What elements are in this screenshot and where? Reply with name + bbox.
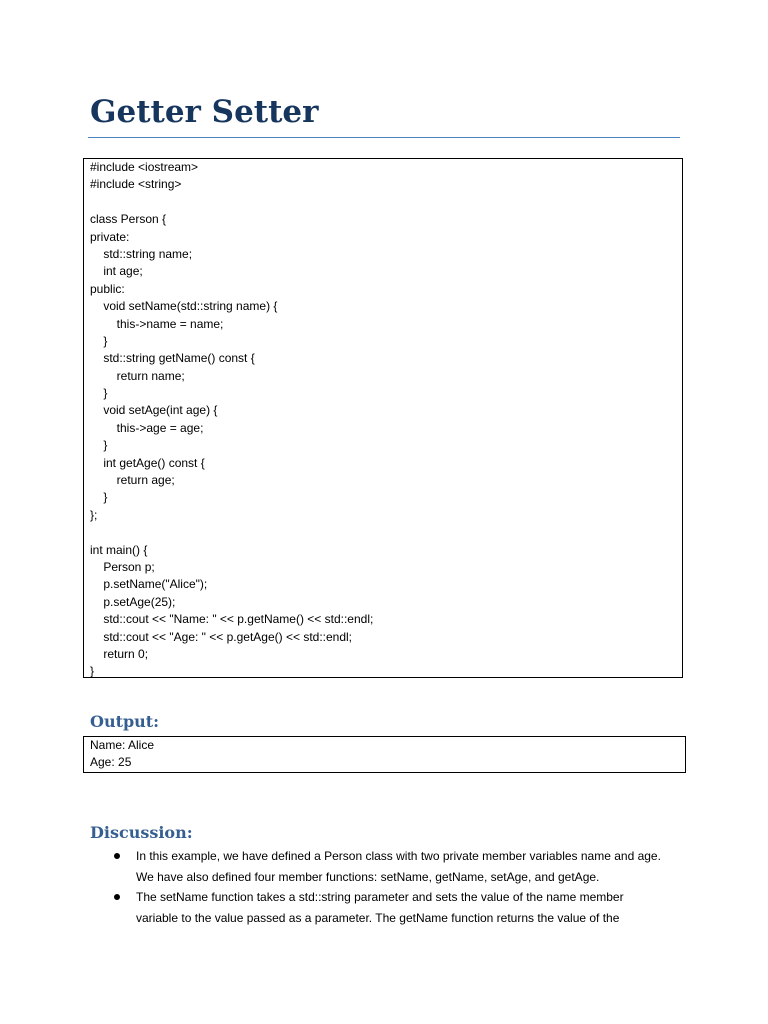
- code-line: [90, 194, 676, 211]
- code-line: return age;: [90, 473, 175, 488]
- code-block: [83, 158, 683, 678]
- code-line: };: [90, 507, 98, 522]
- code-line: public:: [90, 281, 125, 296]
- code-line: class Person {: [90, 212, 167, 227]
- code-line: private:: [90, 229, 130, 244]
- code-line: this->age = age;: [90, 420, 204, 435]
- discussion-heading: Discussion:: [90, 823, 193, 842]
- output-block: [83, 736, 686, 773]
- code-line: void setName(std::string name) {: [90, 299, 278, 314]
- bullet-item: [112, 846, 668, 887]
- bullet-dot-icon: [114, 894, 120, 900]
- code-line: }: [90, 664, 95, 679]
- code-line: }: [90, 386, 108, 401]
- code-line: return name;: [90, 368, 185, 383]
- code-line: p.setName("Alice");: [90, 577, 208, 592]
- page-title: Getter Setter: [90, 94, 319, 130]
- code-line: #include <iostream>: [90, 160, 199, 174]
- code-line: std::cout << "Age: " << p.getAge() << std::endl;: [90, 629, 353, 644]
- bullet-item: [112, 887, 668, 928]
- code-line: int main() {: [90, 542, 148, 557]
- bullet-text: In this example, we have defined a Person class with two private member variables name and age. We have also defined four member functions: setName, getName, setAge, and getAge.: [136, 849, 661, 884]
- code-line: std::string name;: [90, 246, 193, 261]
- code-line: int age;: [90, 264, 143, 279]
- code-line: #include <string>: [90, 177, 182, 192]
- output-heading: Output:: [90, 712, 160, 731]
- code-line: }: [90, 333, 108, 348]
- bullet-dot-icon: [114, 853, 120, 859]
- bullet-text: The setName function takes a std::string parameter and sets the value of the name member variable to the value passed as a parameter. The getName function returns the value of the: [136, 890, 624, 925]
- code-line: void setAge(int age) {: [90, 403, 218, 418]
- code-line: this->name = name;: [90, 316, 224, 331]
- code-line: return 0;: [90, 646, 149, 661]
- code-line: Person p;: [90, 559, 155, 574]
- code-line: }: [90, 438, 108, 453]
- code-line: std::string getName() const {: [90, 351, 255, 366]
- discussion-list: [112, 846, 668, 928]
- code-line: [90, 524, 676, 541]
- code-line: std::cout << "Name: " << p.getName() << std::endl;: [90, 612, 374, 627]
- output-line: Age: 25: [90, 755, 132, 769]
- code-line: }: [90, 490, 108, 505]
- title-underline: [88, 137, 680, 138]
- code-line: p.setAge(25);: [90, 594, 176, 609]
- code-line: int getAge() const {: [90, 455, 205, 470]
- output-line: Name: Alice: [90, 738, 155, 752]
